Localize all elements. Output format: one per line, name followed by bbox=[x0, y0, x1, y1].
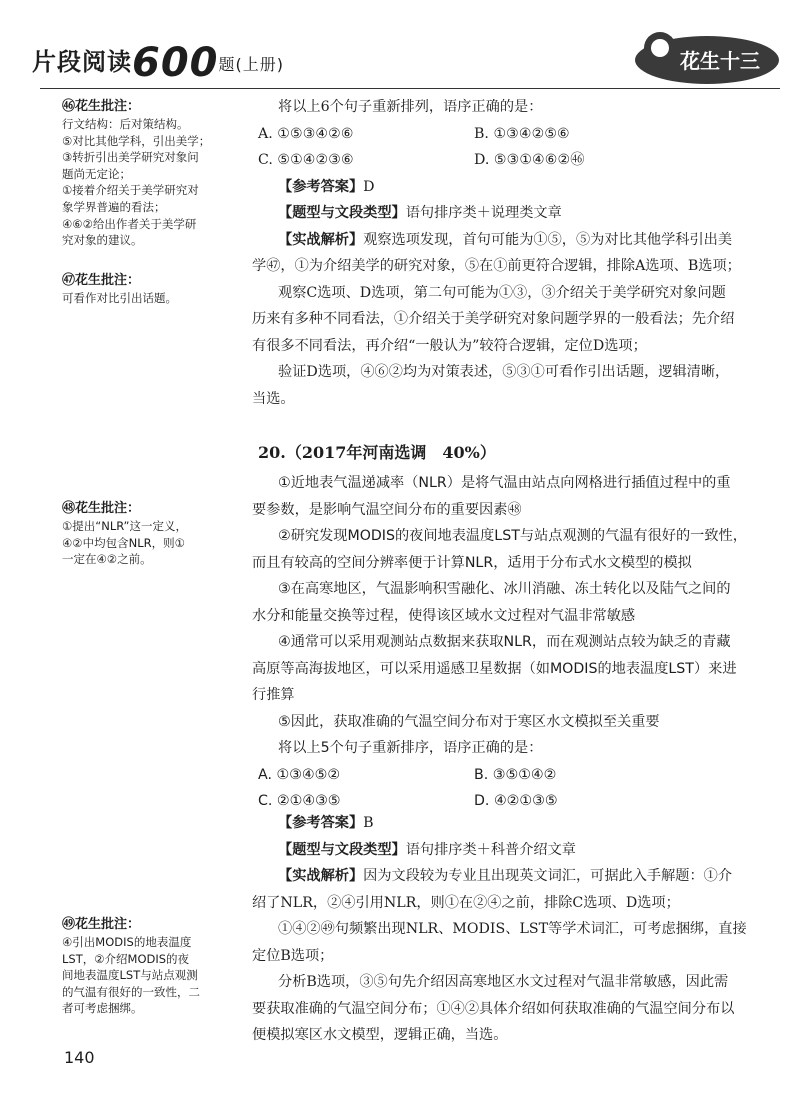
type-label: 【题型与文段类型】 bbox=[278, 841, 406, 858]
option-row bbox=[252, 121, 782, 148]
analysis-text: 分析B选项，③⑤句先介绍因高寒地区水文过程对气温非常敏感，因此需 bbox=[278, 974, 729, 990]
analysis-line bbox=[252, 227, 782, 254]
logo-text: 花生十三 bbox=[680, 49, 760, 73]
sidenote-line: 行文结构：后对策结构。 bbox=[62, 117, 189, 131]
analysis-text: 要获取准确的气温空间分布；①④②具体介绍如何获取准确的气温空间分布以 bbox=[252, 1000, 735, 1017]
answer-label: 【参考答案】 bbox=[278, 815, 364, 831]
sentence-line: ②研究发现MODIS的夜间地表温度LST与站点观测的气温有很好的一致性， bbox=[278, 528, 747, 544]
title-volume: (上册) bbox=[235, 55, 285, 74]
option-a: A. ①③④⑤② bbox=[258, 766, 341, 783]
question-20-body bbox=[252, 470, 782, 815]
sidenote-line: 一定在④②之前。 bbox=[62, 552, 152, 567]
analysis-text: 观察选项发现，首句可能为①⑤，⑤为对比其他学科引出美 bbox=[363, 231, 733, 248]
answer-line bbox=[252, 174, 782, 201]
type-value: 语句排序类＋说理类文章 bbox=[405, 205, 562, 221]
title-prefix: 片段阅读 bbox=[32, 48, 132, 76]
page-number: 140 bbox=[64, 1048, 95, 1067]
analysis-label: 【实战解析】 bbox=[278, 868, 364, 884]
analysis-text: 便模拟寒区水文模型，逻辑正确，当选。 bbox=[252, 1027, 508, 1043]
sidenote-line: 可看作对比引出话题。 bbox=[62, 291, 177, 305]
analysis-label: 【实战解析】 bbox=[278, 231, 364, 248]
sidenote-title: ㊾花生批注： bbox=[62, 917, 141, 932]
sidenote-line: ⑤对比其他学科，引出美学； bbox=[62, 133, 211, 148]
analysis-line bbox=[252, 863, 782, 890]
question-19 bbox=[252, 94, 782, 412]
answer-value: D bbox=[363, 178, 375, 195]
option-b: B. ①③④②⑤⑥ bbox=[474, 125, 570, 142]
sidenote-line: ③转折引出美学研究对象问 bbox=[62, 150, 199, 165]
analysis-text: 历来有多种不同看法，①介绍关于美学研究对象问题学界的一般看法；先介绍 bbox=[252, 311, 735, 327]
sidenote-49 bbox=[62, 916, 228, 1017]
sidenote-line: ④⑥②给出作者关于美学研 bbox=[62, 216, 197, 231]
sidenote-line: ④引出MODIS的地表温度 bbox=[62, 935, 192, 949]
sidenote-47 bbox=[62, 272, 228, 307]
question-prompt: 将以上5个句子重新排序，语序正确的是： bbox=[278, 740, 543, 756]
sentence-line: 水分和能量交换等过程，使得该区域水文过程对气温非常敏感 bbox=[252, 607, 636, 624]
sentence-line: 而且有较高的空间分辨率便于计算NLR，适用于分布式水文模型的模拟 bbox=[252, 554, 692, 571]
option-row bbox=[252, 762, 782, 789]
sentence-line: 行推算 bbox=[252, 687, 295, 703]
question-20-analysis bbox=[252, 810, 782, 1049]
analysis-text: 验证D选项，④⑥②均为对策表述，⑤③①可看作引出话题，逻辑清晰， bbox=[278, 364, 730, 380]
option-c: C. ②①④③⑤ bbox=[258, 793, 341, 809]
answer-line bbox=[252, 810, 782, 837]
header-rule bbox=[40, 88, 780, 89]
option-d: D. ⑤③①④⑥②㊻ bbox=[474, 152, 585, 168]
sentence-line: ③在高寒地区，气温影响积雪融化、冰川消融、冻土转化以及陆气之间的 bbox=[278, 581, 731, 597]
sentence-line: ①近地表气温递减率（NLR）是将气温由站点向网格进行插值过程中的重 bbox=[278, 475, 731, 491]
sidenote-line: 究对象的建议。 bbox=[62, 233, 143, 248]
answer-label: 【参考答案】 bbox=[278, 178, 364, 195]
sidenote-line: 题尚无定论； bbox=[62, 166, 131, 181]
analysis-text: ①④②㊾句频繁出现NLR、MODIS、LST等学术词汇，可考虑捆绑，直接 bbox=[278, 921, 747, 937]
sentence-line: ④通常可以采用观测站点数据来获取NLR，而在观测站点较为缺乏的青藏 bbox=[278, 634, 731, 650]
option-row bbox=[252, 147, 782, 174]
sidenote-line: 间地表温度LST与站点观测 bbox=[62, 968, 198, 983]
analysis-text: 当选。 bbox=[252, 390, 295, 407]
title-number: 600 bbox=[132, 40, 219, 86]
sidenote-48 bbox=[62, 500, 228, 568]
sidenote-line: ④②中均包含NLR，则① bbox=[62, 535, 185, 550]
sidenote-title: ㊼花生批注： bbox=[62, 273, 141, 288]
sidenote-title: ㊽花生批注： bbox=[62, 501, 141, 516]
type-line bbox=[252, 837, 782, 864]
type-value: 语句排序类＋科普介绍文章 bbox=[405, 841, 576, 858]
type-label: 【题型与文段类型】 bbox=[278, 205, 406, 221]
sentence-line: 要参数，是影响气温空间分布的重要因素㊽ bbox=[252, 501, 522, 518]
title-suffix: 题 bbox=[218, 55, 236, 74]
book-title bbox=[32, 40, 285, 86]
analysis-text: 观察C选项、D选项，第二句可能为①③，③介绍关于美学研究对象问题 bbox=[278, 284, 726, 301]
option-b: B. ③⑤①④② bbox=[474, 766, 557, 783]
analysis-text: 定位B选项； bbox=[252, 947, 334, 964]
analysis-text: 绍了NLR，②④引用NLR，则①在②④之前，排除C选项、D选项； bbox=[252, 894, 680, 911]
analysis-text: 有很多不同看法，再介绍“一般认为”较符合逻辑，定位D选项； bbox=[252, 337, 647, 354]
option-c: C. ⑤①④②③⑥ bbox=[258, 152, 354, 168]
sidenote-line: 象学界普遍的看法； bbox=[62, 199, 166, 214]
answer-value: B bbox=[363, 815, 374, 831]
analysis-text: 学㊼，①为介绍美学的研究对象，⑤在①前更符合逻辑，排除A选项、B选项； bbox=[252, 258, 741, 274]
question-prompt: 将以上6个句子重新排列，语序正确的是： bbox=[278, 99, 543, 115]
sidenote-line: 者可考虑捆绑。 bbox=[62, 1001, 143, 1016]
sentence-line: 高原等高海拔地区，可以采用遥感卫星数据（如MODIS的地表温度LST）来进 bbox=[252, 660, 737, 677]
question-heading: 20.（2017年河南选调 40%） bbox=[258, 443, 496, 462]
sidenote-line: 的气温有很好的一致性，二 bbox=[62, 984, 200, 999]
question-20 bbox=[252, 440, 782, 467]
sidenote-46 bbox=[62, 98, 228, 249]
brand-logo bbox=[632, 28, 782, 86]
option-d: D. ④②①③⑤ bbox=[474, 793, 558, 809]
sidenote-line: ①接着介绍关于美学研究对 bbox=[62, 183, 199, 198]
sidenote-line: ①提出“NLR”这一定义， bbox=[62, 519, 187, 533]
analysis-text: 因为文段较为专业且出现英文词汇，可据此入手解题：①介 bbox=[363, 868, 733, 884]
sentence-line: ⑤因此，获取准确的气温空间分布对于寒区水文模拟至关重要 bbox=[278, 713, 660, 730]
sidenote-title: ㊻花生批注： bbox=[62, 99, 141, 114]
option-a: A. ①⑤③④②⑥ bbox=[258, 125, 354, 142]
sidenote-line: LST，②介绍MODIS的夜 bbox=[62, 951, 190, 966]
type-line bbox=[252, 200, 782, 227]
